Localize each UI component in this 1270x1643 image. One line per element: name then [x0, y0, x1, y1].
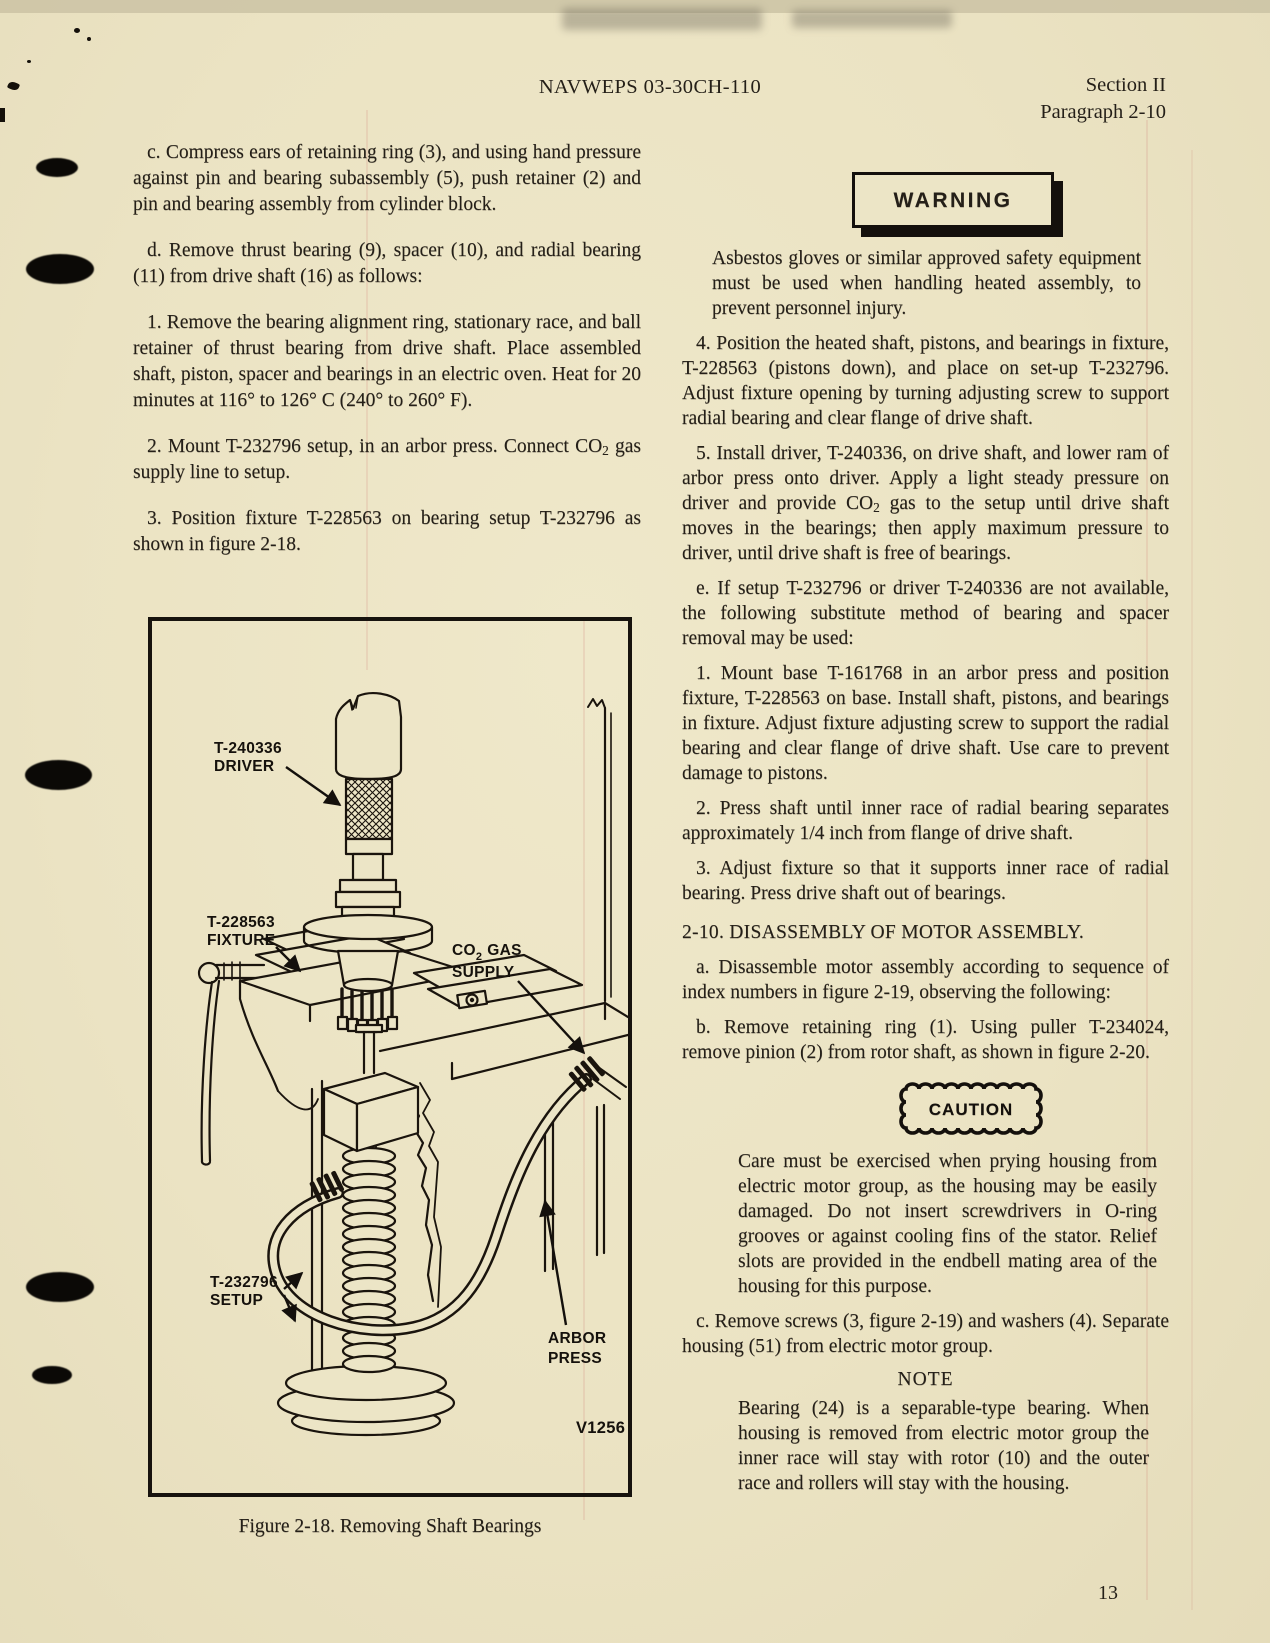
label-driver-number: T-240336 — [214, 740, 282, 757]
caution-box — [894, 1077, 1048, 1137]
note-text: Bearing (24) is a separable-type bearing. When housing is removed from electric motor group the inner race will stay with rotor (10) and the outer race and rollers will stay with the housing. — [738, 1398, 1149, 1494]
label-arbor: ARBOR — [548, 1330, 607, 1347]
paragraph-e: e. If setup T-232796 or driver T-240336 are not available, the following substitute method of bearing and spacer removal may be used: — [682, 578, 1169, 649]
center-block — [324, 1073, 418, 1151]
driver-tool — [304, 693, 432, 1073]
binder-hole-mark — [26, 254, 94, 284]
paragraph-e3: 3. Adjust fixture so that it supports inner race of radial bearing. Press drive shaft out of bearings. — [682, 858, 1169, 904]
paragraph-c: c. Compress ears of retaining ring (3), and using hand pressure against pin and bearing subassembly (5), push retainer (2) and pin and bearing assembly from cylinder block. — [133, 142, 641, 215]
figure-id: V1256 — [576, 1419, 626, 1437]
paragraph-e2: 2. Press shaft until inner race of radial bearing separates approximately 1/4 inch from flange of drive shaft. — [682, 798, 1169, 844]
right-column — [682, 172, 1169, 1496]
note-label: NOTE — [897, 1369, 954, 1390]
paragraph-e1: 1. Mount base T-161768 in an arbor press and position fixture, T-228563 on base. Install shaft, pistons, and bearings in fixture. Adjust fixture adjusting screw to support the radial bearing and clear flange of drive shaft. Use care to prevent damage to pistons. — [682, 663, 1169, 784]
figure-drawing — [152, 621, 628, 1493]
ink-speck — [0, 108, 5, 122]
caution-text: Care must be exercised when prying housing from electric motor group, as the housing may be easily damaged. Do not insert screwdrivers in O-ring grooves or against cooling fins of the stator. Relief slots are provided in the endbell mating area of the housing for this purpose. — [738, 1151, 1157, 1297]
paragraph-d1: 1. Remove the bearing alignment ring, stationary race, and ball retainer of thrust bearing from drive shaft. Place assembled shaft, piston, spacer and bearings in an electric oven. Heat for 20 minutes at 116° to 126° C (240° to 260° F). — [133, 312, 641, 411]
co2-text: CO — [452, 942, 476, 959]
paragraph-4: 4. Position the heated shaft, pistons, and bearings in fixture, T-228563 (pistons down), and place on set-up T-232796. Adjust fixture opening by turning adjusting screw to support radial bearing and clear flange of drive shaft. — [682, 333, 1169, 429]
binder-hole-mark — [26, 1272, 94, 1302]
paragraph-c2: c. Remove screws (3, figure 2-19) and washers (4). Separate housing (51) from electric motor group. — [682, 1311, 1169, 1357]
paragraph-label: Paragraph 2-10 — [1040, 101, 1166, 123]
paragraph-a: a. Disassemble motor assembly according to sequence of index numbers in figure 2-19, observing the following: — [682, 957, 1169, 1003]
left-column — [133, 140, 641, 578]
ink-speck — [27, 60, 31, 63]
binder-hole-mark — [32, 1366, 72, 1384]
paragraph-5-text: gas to the setup until drive shaft moves in the bearings; then apply maximum pressure to driver, until drive shaft is free of bearings. — [682, 493, 1169, 564]
figure-caption: Figure 2-18. Removing Shaft Bearings — [238, 1516, 542, 1537]
section-label: Section II — [1085, 74, 1166, 96]
paragraph-5 — [682, 441, 1169, 566]
binder-hole-mark — [36, 158, 78, 177]
paragraph-d: d. Remove thrust bearing (9), spacer (10), and radial bearing (11) from drive shaft (16) as follows: — [133, 240, 641, 287]
label-press: PRESS — [548, 1350, 603, 1367]
page-number: 13 — [1098, 1582, 1118, 1604]
vise-handle — [199, 962, 264, 1165]
paragraph-b: b. Remove retaining ring (1). Using puller T-234024, remove pinion (2) from rotor shaft, as shown in figure 2-20. — [682, 1017, 1169, 1063]
binder-hole-mark — [25, 760, 92, 790]
faded-stamp-mark — [562, 8, 762, 30]
document-number: NAVWEPS 03-30CH-110 — [538, 76, 762, 98]
ink-speck — [7, 80, 20, 92]
co2-sub: 2 — [475, 951, 483, 963]
paragraph-d3: 3. Position fixture T-228563 on bearing setup T-232796 as shown in figure 2-18. — [133, 508, 641, 555]
warning-text: Asbestos gloves or similar approved safety equipment must be used when handling heated assembly, to prevent personnel injury. — [712, 248, 1141, 319]
figure-2-18 — [148, 617, 632, 1497]
paragraph-d2 — [133, 434, 641, 486]
label-fixture-number: T-228563 — [207, 914, 275, 931]
section-header — [1040, 72, 1166, 126]
paper-crease — [1191, 150, 1193, 1610]
label-driver: DRIVER — [214, 758, 275, 775]
warning-box — [852, 172, 1054, 228]
co2-subscript: 2 — [873, 499, 880, 515]
ink-speck — [74, 28, 80, 33]
heading-2-10: 2-10. DISASSEMBLY OF MOTOR ASSEMBLY. — [682, 922, 1085, 943]
caution-border — [894, 1077, 1048, 1140]
label-setup: SETUP — [210, 1292, 264, 1309]
warning-label: WARNING — [893, 188, 1013, 212]
label-supply: SUPPLY — [452, 964, 515, 981]
gas-text: GAS — [487, 942, 522, 959]
label-setup-number: T-232796 — [210, 1274, 278, 1291]
label-fixture: FIXTURE — [207, 932, 276, 949]
faded-stamp-mark — [792, 10, 952, 28]
caution-label: CAUTION — [928, 1100, 1014, 1119]
ink-speck — [87, 37, 91, 41]
paragraph-5-text: 5. Install driver, T-240336, on drive shaft, and lower ram of arbor press onto driver. Apply a light steady pressure on driver and provide CO — [682, 443, 1169, 514]
co2-subscript: 2 — [602, 442, 609, 458]
paragraph-d2-text: gas supply line to setup. — [133, 436, 641, 483]
paragraph-d2-text: 2. Mount T-232796 setup, in an arbor press. Connect CO — [147, 436, 603, 457]
